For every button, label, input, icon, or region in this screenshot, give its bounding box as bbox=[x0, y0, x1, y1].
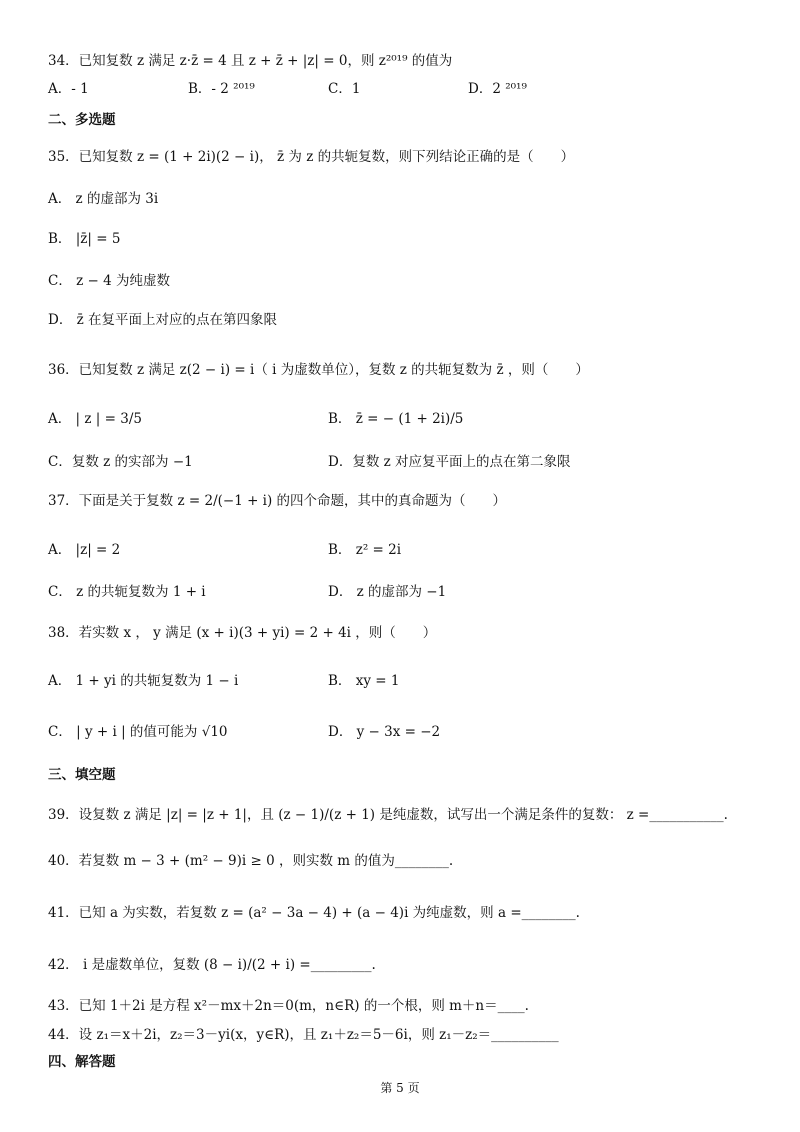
question-35-stem: 35．已知复数 z = (1 + 2i)(2 − i)， z̄ 为 z 的共轭复数，则下列结论正确的是（ ） bbox=[48, 149, 575, 165]
question-37-option-a: A． |z| = 2 bbox=[48, 542, 121, 558]
question-37-stem: 37．下面是关于复数 z = 2/(−1 + i) 的四个命题，其中的真命题为（ ） bbox=[48, 493, 507, 509]
question-36-stem: 36．已知复数 z 满足 z(2 − i) = i（ i 为虚数单位），复数 z 的共轭复数为 z̄ ，则（ ） bbox=[48, 362, 589, 378]
page-number: 第 5 页 bbox=[380, 1081, 420, 1095]
question-36-option-d: D．复数 z 对应复平面上的点在第二象限 bbox=[328, 454, 571, 470]
question-38-option-d: D． y − 3x = −2 bbox=[328, 724, 441, 740]
question-34-stem: 34．已知复数 z 满足 z·z̄ = 4 且 z + z̄ + |z| = 0，则 z²⁰¹⁹ 的值为 bbox=[48, 53, 453, 69]
question-37-option-d: D． z 的虚部为 −1 bbox=[328, 584, 447, 600]
question-39: 39．设复数 z 满足 |z| = |z + 1|，且 (z − 1)/(z + 1) 是纯虚数，试写出一个满足条件的复数： z =___________. bbox=[48, 807, 728, 823]
question-38-option-a: A． 1 + yi 的共轭复数为 1 − i bbox=[48, 673, 239, 689]
question-43: 43．已知 1＋2i 是方程 x²－mx＋2n＝0(m，n∈R) 的一个根，则 m＋n＝____. bbox=[48, 998, 529, 1014]
section-heading-multiple-choice: 二、多选题 bbox=[48, 112, 116, 128]
question-44: 44．设 z₁＝x＋2i，z₂＝3－yi(x，y∈R)，且 z₁＋z₂＝5－6i，则 z₁－z₂＝__________ bbox=[48, 1027, 559, 1043]
question-34-option-c: C．1 bbox=[328, 81, 361, 97]
section-heading-solutions: 四、解答题 bbox=[48, 1054, 116, 1070]
question-36-option-a: A． | z | = 3/5 bbox=[48, 411, 142, 427]
question-40: 40．若复数 m − 3 + (m² − 9)i ≥ 0 ，则实数 m 的值为________. bbox=[48, 853, 454, 869]
question-36-option-c: C．复数 z 的实部为 −1 bbox=[48, 454, 193, 470]
question-42: 42． i 是虚数单位，复数 (8 − i)/(2 + i) =_________. bbox=[48, 957, 376, 973]
question-34-option-d: D．2 ²⁰¹⁹ bbox=[468, 81, 527, 97]
section-heading-fill-in: 三、填空题 bbox=[48, 767, 116, 783]
question-38-option-b: B． xy = 1 bbox=[328, 673, 400, 689]
question-41: 41．已知 a 为实数，若复数 z = (a² − 3a − 4) + (a − 4)i 为纯虚数，则 a =________. bbox=[48, 905, 580, 921]
question-34-option-b: B．- 2 ²⁰¹⁹ bbox=[188, 81, 255, 97]
question-38-option-c: C． | y + i | 的值可能为 √10 bbox=[48, 724, 228, 740]
question-35-option-a: A． z 的虚部为 3i bbox=[48, 191, 159, 207]
question-37-option-b: B． z² = 2i bbox=[328, 542, 402, 558]
question-35-option-c: C． z − 4 为纯虚数 bbox=[48, 273, 171, 289]
question-38-stem: 38．若实数 x ， y 满足 (x + i)(3 + yi) = 2 + 4i ，则（ ） bbox=[48, 625, 437, 641]
question-34-option-a: A．- 1 bbox=[48, 81, 89, 97]
question-35-option-b: B． |z̄| = 5 bbox=[48, 231, 121, 247]
question-37-option-c: C． z 的共轭复数为 1 + i bbox=[48, 584, 206, 600]
question-36-option-b: B． z̄ = − (1 + 2i)/5 bbox=[328, 411, 464, 427]
question-35-option-d: D． z̄ 在复平面上对应的点在第四象限 bbox=[48, 312, 278, 328]
